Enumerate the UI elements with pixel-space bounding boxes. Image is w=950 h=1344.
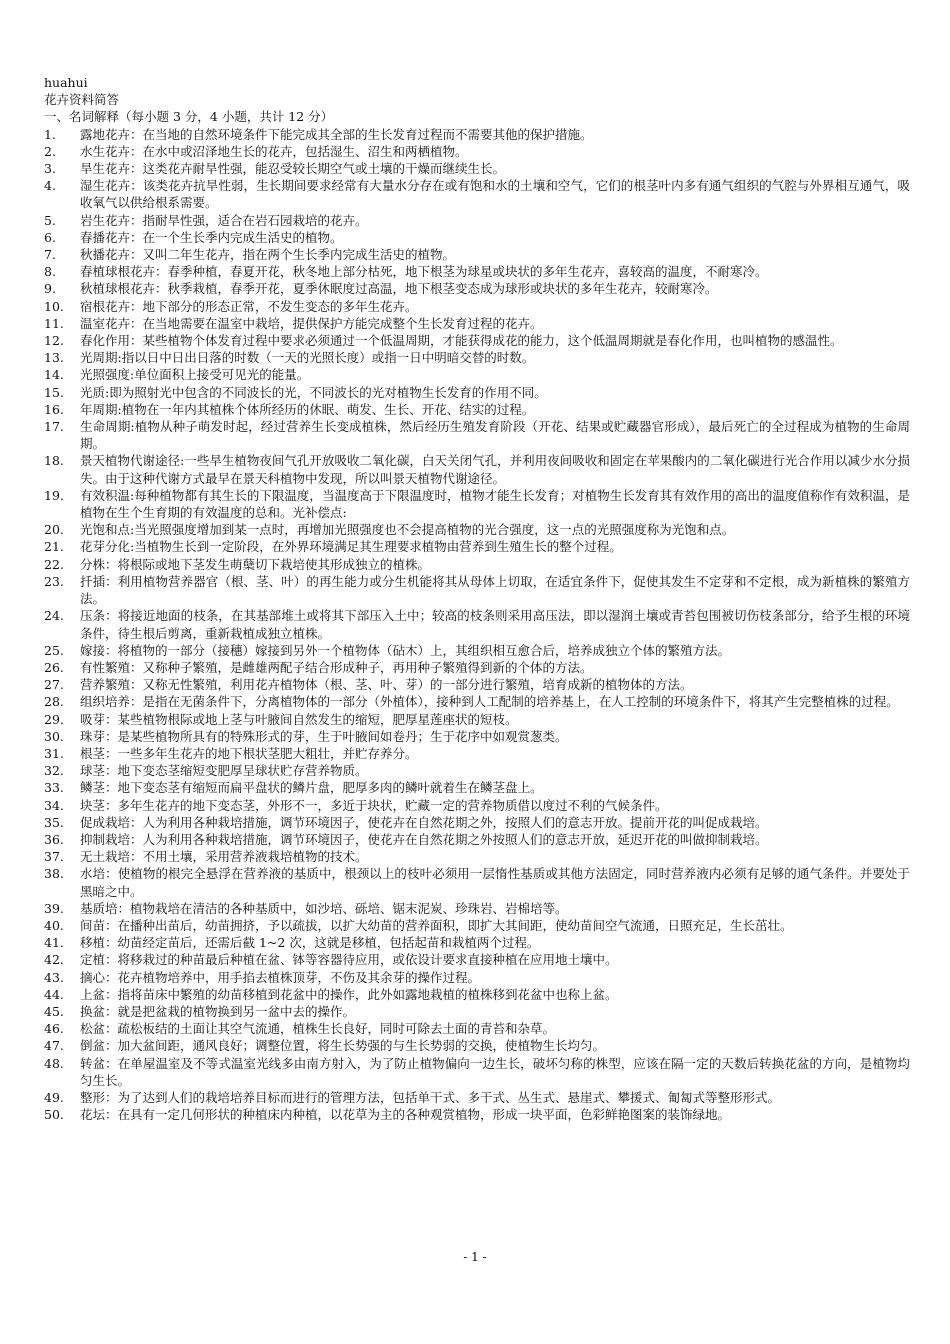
list-item: [44, 452, 910, 486]
item-number: 35.: [44, 814, 64, 830]
item-text: 珠芽：是某些植物所具有的特殊形式的芽，生于叶腋间如卷丹；生于花序中如观赏葱类。: [80, 728, 568, 744]
item-text: 促成栽培：人为利用各种栽培措施，调节环境因子，使花卉在自然花期之外，按照人们的意志开放。提前开花的叫促成栽培。: [80, 814, 768, 830]
item-number: 41.: [44, 935, 64, 951]
item-number: 36.: [44, 831, 64, 847]
item-text: 摘心：花卉植物培养中，用手掐去植株顶芽，不伤及其余芽的操作过程。: [80, 969, 481, 985]
item-text: 春植球根花卉：春季种植，春夏开花，秋冬地上部分枯死，地下根茎为球星或块状的多年生花卉，喜较高的温度，不耐寒冷。: [80, 264, 768, 280]
item-number: 6.: [44, 229, 56, 245]
item-number: 30.: [44, 728, 64, 744]
item-number: 5.: [44, 212, 56, 228]
item-number: 42.: [44, 952, 64, 968]
item-number: 29.: [44, 711, 64, 727]
item-number: 18.: [44, 453, 64, 469]
list-item: [44, 814, 910, 831]
list-item: [44, 762, 910, 779]
list-item: [44, 384, 910, 401]
item-number: 4.: [44, 178, 56, 194]
list-item: [44, 160, 910, 177]
item-text: 生命周期:植物从种子萌发时起，经过营养生长变成植株，然后经历生殖发育阶段（开花、结果或贮藏器官形成），最后死亡的全过程成为植物的生命周期。: [80, 419, 910, 452]
item-number: 32.: [44, 763, 64, 779]
item-number: 17.: [44, 419, 64, 435]
item-text: 压条：将接近地面的枝条，在其基部堆土或将其下部压入土中；较高的枝条则采用高压法，即以湿润土壤或青苔包围被切伤枝条部分，给予生根的环境条件，待生根后剪离，重新栽植成独立植株。: [80, 608, 910, 641]
list-item: [44, 797, 910, 814]
item-number: 40.: [44, 917, 64, 933]
list-item: [44, 556, 910, 573]
item-text: 倒盆：加大盆间距，通风良好；调整位置，将生长势强的与生长势弱的交换，使植物生长均匀。: [80, 1038, 606, 1054]
item-number: 14.: [44, 367, 64, 383]
list-item: [44, 779, 910, 796]
item-number: 39.: [44, 900, 64, 916]
item-text: 水生花卉：在水中或沼泽地生长的花卉，包括湿生、沼生和两栖植物。: [80, 143, 468, 159]
item-number: 23.: [44, 573, 64, 589]
list-item: [44, 332, 910, 349]
item-text: 水培：使植物的根完全悬浮在营养液的基质中，根颈以上的枝叶必须用一层惰性基质或其他方法固定，同时营养液内必须有足够的通气条件。并要处于黑暗之中。: [80, 866, 910, 899]
item-text: 宿根花卉：地下部分的形态正常，不发生变态的多年生花卉。: [80, 298, 418, 314]
item-number: 45.: [44, 1003, 64, 1019]
list-item: [44, 126, 910, 143]
list-item: [44, 263, 910, 280]
item-number: 11.: [44, 315, 64, 331]
item-text: 营养繁殖：又称无性繁殖，利用花卉植物体（根、茎、叶、芽）的一部分进行繁殖，培育成新的植物体的方法。: [80, 677, 693, 693]
item-text: 花坛：在具有一定几何形状的种植床内种植，以花草为主的各种观赏植物，形成一块平面，色彩鲜艳图案的装饰绿地。: [80, 1107, 731, 1123]
item-number: 9.: [44, 281, 56, 297]
list-item: [44, 143, 910, 160]
item-text: 间苗：在播种出苗后，幼苗拥挤，予以疏拔，以扩大幼苗的营养面积，即扩大其间距，使幼苗间空气流通，日照充足，生长茁壮。: [80, 917, 793, 933]
item-number: 20.: [44, 522, 64, 538]
item-text: 有性繁殖：又称种子繁殖，是雌雄两配子结合形成种子，再用种子繁殖得到新的个体的方法。: [80, 659, 593, 675]
list-item: [44, 969, 910, 986]
list-item: [44, 831, 910, 848]
list-item: [44, 676, 910, 693]
list-item: [44, 607, 910, 641]
document-page: [44, 74, 910, 1123]
item-text: 整形：为了达到人们的栽培培养目标而进行的管理方法，包括单干式、多干式、丛生式、悬崖式、攀援式、匍匐式等整形形式。: [80, 1089, 781, 1105]
item-number: 33.: [44, 780, 64, 796]
item-text: 年周期:植物在一年内其植株个体所经历的休眠、萌发、生长、开花、结实的过程。: [80, 401, 535, 417]
definition-list: [44, 126, 910, 1124]
item-text: 扦插：利用植物营养器官（根、茎、叶）的再生能力或分生机能将其从母体上切取，在适宜条件下，促使其发生不定芽和不定根，成为新植株的繁殖方法。: [80, 573, 910, 607]
list-item: [44, 401, 910, 418]
item-number: 7.: [44, 247, 56, 263]
list-item: [44, 1089, 910, 1106]
item-text: 松盆：疏松板结的土面让其空气流通，植株生长良好，同时可除去土面的青苔和杂草。: [80, 1021, 556, 1037]
list-item: [44, 1020, 910, 1037]
document-title: 花卉资料简答: [44, 92, 120, 108]
item-number: 24.: [44, 608, 64, 624]
item-number: 21.: [44, 539, 64, 555]
list-item: [44, 1106, 910, 1123]
list-item: [44, 521, 910, 538]
item-text: 露地花卉：在当地的自然环境条件下能完成其全部的生长发育过程而不需要其他的保护措施。: [80, 126, 593, 142]
item-number: 38.: [44, 866, 64, 882]
item-text: 根茎：一些多年生花卉的地下根状茎肥大粗壮，并贮存养分。: [80, 745, 418, 761]
item-text: 吸芽：某些植物根际或地上茎与叶腋间自然发生的缩短，肥厚星莲座状的短枝。: [80, 711, 518, 727]
item-text: 有效积温:每种植物都有其生长的下限温度，当温度高于下限温度时，植物才能生长发育；对植物生长发育其有效作用的高出的温度值称作有效积温，是植物在生个生育期的有效温度的总和。光补偿点:: [80, 487, 910, 521]
list-item: [44, 1055, 910, 1089]
item-number: 44.: [44, 986, 64, 1002]
list-item: [44, 711, 910, 728]
item-number: 50.: [44, 1107, 64, 1123]
item-text: 岩生花卉：指耐旱性强，适合在岩石园栽培的花卉。: [80, 212, 368, 228]
item-number: 2.: [44, 143, 56, 159]
list-item: [44, 487, 910, 521]
list-item: [44, 418, 910, 452]
list-item: [44, 298, 910, 315]
item-number: 3.: [44, 161, 56, 177]
item-number: 1.: [44, 126, 56, 142]
item-text: 换盆：就是把盆栽的植物换到另一盆中去的操作。: [80, 1003, 356, 1019]
item-text: 定植：将移栽过的种苗最后种植在盆、钵等容器待应用，或依设计要求直接种植在应用地土壤中。: [80, 952, 618, 968]
item-number: 31.: [44, 745, 64, 761]
section-heading: 一、名词解释（每小题 3 分，4 小题，共计 12 分）: [44, 109, 334, 125]
item-number: 48.: [44, 1055, 64, 1071]
item-text: 组织培养：是指在无菌条件下，分离植物体的一部分（外植体），接种到人工配制的培养基上，在人工控制的环境条件下，将其产生完整植株的过程。: [80, 694, 899, 710]
list-item: [44, 538, 910, 555]
item-text: 春化作用：某些植物个体发育过程中要求必须通过一个低温周期，才能获得成花的能力，这个低温周期就是春化作用，也叫植物的感温性。: [80, 333, 843, 349]
item-number: 22.: [44, 556, 64, 572]
list-item: [44, 986, 910, 1003]
item-number: 27.: [44, 677, 64, 693]
item-number: 16.: [44, 401, 64, 417]
item-number: 12.: [44, 333, 64, 349]
list-item: [44, 865, 910, 899]
item-text: 光质:即为照射光中包含的不同波长的光，不同波长的光对植物生长发育的作用不同。: [80, 384, 547, 400]
item-text: 景天植物代谢途径:一些旱生植物夜间气孔开放吸收二氧化碳，白天关闭气孔，并利用夜间吸收和固定在苹果酸内的二氧化碳进行光合作用以减少水分损失。由于这种代谢方式最早在景天科植物中发现，所以叫景天植物代谢途径。: [80, 453, 910, 486]
item-text: 块茎：多年生花卉的地下变态茎，外形不一，多近于块状，贮藏一定的营养物质借以度过不利的气候条件。: [80, 797, 668, 813]
list-item: [44, 745, 910, 762]
list-item: [44, 693, 910, 710]
item-number: 26.: [44, 659, 64, 675]
item-text: 抑制栽培：人为利用各种栽培措施，调节环境因子，使花卉在自然花期之外按照人们的意志开放，延迟开花的叫做抑制栽培。: [80, 831, 768, 847]
item-number: 10.: [44, 298, 64, 314]
list-item: [44, 900, 910, 917]
list-item: [44, 728, 910, 745]
item-text: 湿生花卉：该类花卉抗旱性弱，生长期间要求经常有大量水分存在或有饱和水的土壤和空气，它们的根茎叶内多有通气组织的气腔与外界相互通气，吸收氧气以供给根系需要。: [80, 178, 910, 211]
item-text: 移植：幼苗经定苗后，还需后截 1~2 次，这就是移植，包括起苗和栽植两个过程。: [80, 935, 540, 951]
item-number: 47.: [44, 1038, 64, 1054]
item-number: 46.: [44, 1021, 64, 1037]
list-item: [44, 280, 910, 297]
item-text: 上盆：指将苗床中繁殖的幼苗移植到花盆中的操作，此外如露地栽植的植株移到花盆中也称上盆。: [80, 986, 618, 1002]
list-item: [44, 573, 910, 607]
list-item: [44, 659, 910, 676]
list-item: [44, 229, 910, 246]
item-text: 光饱和点:当光照强度增加到某一点时，再增加光照强度也不会提高植物的光合强度，这一点的光照强度称为光饱和点。: [80, 522, 735, 538]
item-text: 无土栽培：不用土壤，采用营养液栽培植物的技术。: [80, 849, 368, 865]
item-number: 37.: [44, 849, 64, 865]
item-number: 34.: [44, 797, 64, 813]
list-item: [44, 246, 910, 263]
item-text: 光照强度:单位面积上接受可见光的能量。: [80, 367, 310, 383]
item-number: 28.: [44, 694, 64, 710]
item-text: 转盆：在单屋温室及不等式温室光线多由南方射入，为了防止植物偏向一边生长，破坏匀称的株型，应该在隔一定的天数后转换花盆的方向，是植物均匀生长。: [80, 1055, 910, 1088]
list-item: [44, 366, 910, 383]
item-text: 基质培：植物栽培在清洁的各种基质中，如沙培、砾培、锯末泥炭、珍珠岩、岩棉培等。: [80, 900, 568, 916]
list-item: [44, 315, 910, 332]
item-text: 秋植球根花卉：秋季栽植，春季开花，夏季休眠度过高温，地下根茎变态成为球形或块状的多年生花卉，较耐寒冷。: [80, 281, 718, 297]
list-item: [44, 642, 910, 659]
header-label: huahui: [44, 75, 88, 90]
list-item: [44, 1037, 910, 1054]
item-number: 49.: [44, 1089, 64, 1105]
item-text: 嫁接：将植物的一部分（接穗）嫁接到另外一个植物体（砧木）上，其组织相互愈合后，培养成独立个体的繁殖方法。: [80, 642, 731, 658]
item-text: 分株：将根际或地下茎发生萌蘖切下栽培使其形成独立的植株。: [80, 556, 431, 572]
item-number: 25.: [44, 642, 64, 658]
item-text: 球茎：地下变态茎缩短变肥厚呈球状贮存营养物质。: [80, 763, 368, 779]
item-number: 19.: [44, 487, 64, 503]
list-item: [44, 934, 910, 951]
item-number: 13.: [44, 350, 64, 366]
list-item: [44, 848, 910, 865]
item-text: 花芽分化:当植物生长到一定阶段，在外界环境满足其生理要求植物由营养到生殖生长的整个过程。: [80, 539, 622, 555]
item-text: 春播花卉：在一个生长季内完成生活史的植物。: [80, 229, 343, 245]
page-number: - 1 -: [463, 1250, 487, 1264]
list-item: [44, 349, 910, 366]
item-text: 光周期:指以日中日出日落的时数（一天的光照长度）或指一日中明暗交替的时数。: [80, 350, 535, 366]
item-text: 秋播花卉：又叫二年生花卉，指在两个生长季内完成生活史的植物。: [80, 247, 456, 263]
item-text: 旱生花卉：这类花卉耐旱性强，能忍受较长期空气或土壤的干燥而继续生长。: [80, 161, 506, 177]
item-number: 15.: [44, 384, 64, 400]
list-item: [44, 917, 910, 934]
item-number: 8.: [44, 264, 56, 280]
list-item: [44, 212, 910, 229]
item-text: 温室花卉：在当地需要在温室中栽培，提供保护方能完成整个生长发育过程的花卉。: [80, 315, 543, 331]
list-item: [44, 951, 910, 968]
list-item: [44, 177, 910, 211]
item-number: 43.: [44, 969, 64, 985]
item-text: 鳞茎：地下变态茎有缩短而扁平盘状的鳞片盘，肥厚多肉的鳞叶就着生在鳞茎盘上。: [80, 780, 543, 796]
list-item: [44, 1003, 910, 1020]
